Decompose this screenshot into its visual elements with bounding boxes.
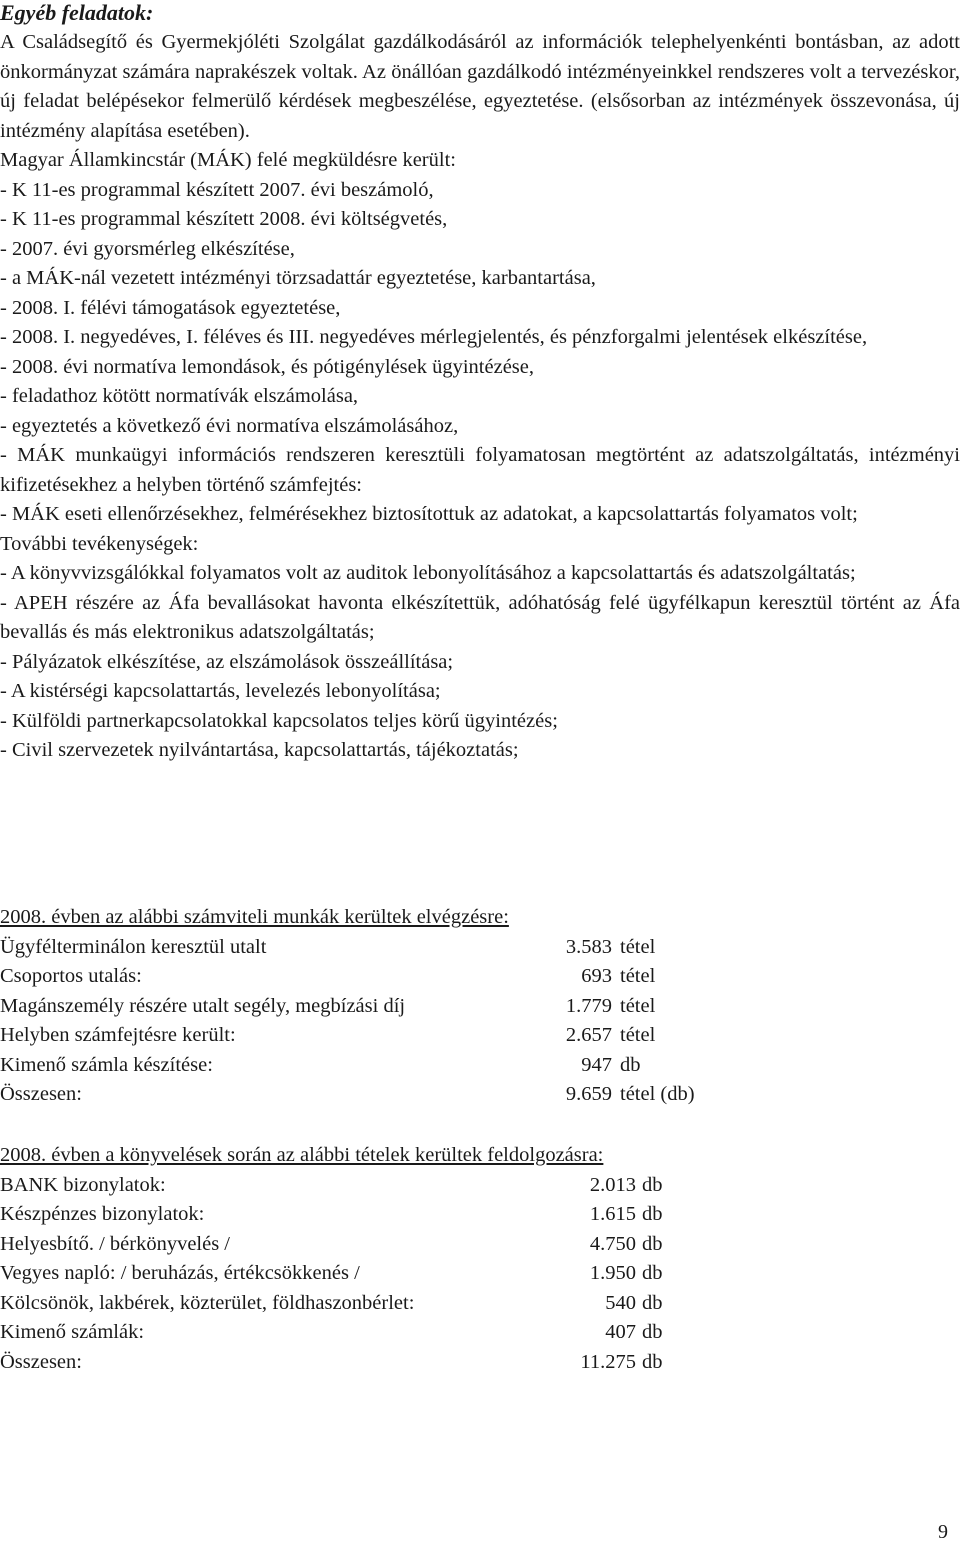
row-unit: tétel (db) [620,1083,695,1105]
table-row [0,933,960,963]
row-label: Magánszemély részére utalt segély, megbízási díj [0,994,406,1017]
row-unit: db [642,1262,663,1284]
row-unit: db [642,1291,663,1314]
table-row-total [0,1080,960,1110]
row-value: 4.750 [589,1232,636,1255]
row-unit: db [620,1053,641,1076]
row-value: 693 [581,965,612,987]
list-item: - 2008. I. félévi támogatások egyeztetése, [0,296,341,319]
row-unit: tétel [620,935,656,958]
row-unit: db [642,1232,663,1255]
row-value: 1.779 [565,994,612,1017]
table-row-total [0,1348,960,1378]
row-label: Összesen: [0,1083,82,1105]
row-value: 11.275 [580,1350,636,1373]
list-item: - egyeztetés a következő évi normatíva elszámolásához, [0,414,459,437]
row-value: 540 [605,1291,636,1314]
page-number: 9 [938,1521,948,1543]
list-item: - Külföldi partnerkapcsolatokkal kapcsolatos teljes körű ügyintézés; [0,709,558,732]
row-label: Helyben számfejtésre került: [0,1024,236,1046]
list-item: - K 11-es programmal készített 2008. évi költségvetés, [0,208,448,230]
list-item: - MÁK eseti ellenőrzésekhez, felmérésekhez biztosítottuk az adatokat, a kapcsolattartás folyamatos volt; [0,503,858,525]
row-label: Összesen: [0,1350,82,1373]
row-unit: db [642,1350,663,1373]
row-label: Helyesbítő. / bérkönyvelés / [0,1232,231,1255]
table-title: 2008. évben az alábbi számviteli munkák kerültek elvégzésre: [0,906,509,928]
list-item: - Pályázatok elkészítése, az elszámolások összeállítása; [0,650,454,673]
row-value: 407 [605,1321,636,1343]
list-item: - MÁK munkaügyi információs rendszeren keresztüli folyamatosan megtörtént az adatszolgáltatás, intézményi kifizetésekhez a helyben történő számfejtés: [0,444,960,496]
paragraph-intro: A Családsegítő és Gyermekjóléti Szolgálat gazdálkodásáról az információk telephelyenkénti bontásban, az adott önkormányzat számára naprakészek voltak. Az önállóan gazdálkodó intézményeinkkel rendszeres volt a tervezéskor, új feladat belépésekor felmerülő kérdések megbeszélése, egyeztetése. (elsősorban az intézmények összevonása, új intézmény alapítása esetében). [0,31,960,142]
list-item: - a MÁK-nál vezetett intézményi törzsadattár egyeztetése, karbantartása, [0,267,596,289]
row-label: Csoportos utalás: [0,965,142,987]
row-label: Készpénzes bizonylatok: [0,1203,205,1225]
row-label: BANK bizonylatok: [0,1173,166,1196]
list-item: - A könyvvizsgálókkal folyamatos volt az auditok lebonyolításához a kapcsolattartás és adatszolgáltatás; [0,562,856,584]
row-label: Vegyes napló: / beruházás, értékcsökkenés / [0,1262,360,1284]
row-label: Kimenő számla készítése: [0,1053,213,1076]
table-row [0,992,960,1022]
row-unit: tétel [620,965,656,987]
table-row [0,1289,960,1319]
row-unit: db [642,1173,663,1196]
row-label: Kimenő számlák: [0,1321,145,1343]
row-value: 2.657 [565,1024,612,1046]
row-value: 9.659 [565,1083,612,1105]
section-heading: Egyéb feladatok: [0,0,154,25]
row-unit: tétel [620,994,656,1017]
row-unit: db [642,1321,663,1343]
row-value: 1.950 [589,1262,636,1284]
table-row [0,1318,960,1348]
paragraph-further-activities: További tevékenységek: [0,532,199,555]
list-item: - 2008. I. negyedéves, I. féléves és III. negyedéves mérlegjelentés, és pénzforgalmi jelentések elkészítése, [0,326,868,348]
row-value: 1.615 [589,1203,636,1225]
table-row [0,1230,960,1260]
paragraph-mak-heading: Magyar Államkincstár (MÁK) felé megküldésre került: [0,149,456,171]
table-row [0,1171,960,1201]
table-row [0,1200,960,1230]
list-item: - A kistérségi kapcsolattartás, levelezés lebonyolítása; [0,680,441,702]
table-title: 2008. évben a könyvelések során az alábbi tételek kerültek feldolgozásra: [0,1144,604,1166]
row-value: 947 [581,1053,612,1076]
row-value: 3.583 [565,935,612,958]
list-item: - K 11-es programmal készített 2007. évi beszámoló, [0,178,434,201]
table-row [0,1259,960,1289]
row-value: 2.013 [589,1173,636,1196]
table-row [0,1021,960,1051]
list-item: - APEH részére az Áfa bevallásokat havonta elkészítettük, adóhatóság felé ügyfélkapun keresztül történt az Áfa bevallás és más elektronikus adatszolgáltatás; [0,591,960,643]
row-label: Kölcsönök, lakbérek, közterület, földhaszonbérlet: [0,1291,415,1314]
row-unit: db [642,1203,663,1225]
body-text [0,28,960,766]
list-item: - 2007. évi gyorsmérleg elkészítése, [0,237,295,260]
list-item: - 2008. évi normatíva lemondások, és pótigénylések ügyintézése, [0,355,535,378]
table-row [0,1051,960,1081]
accounting-tasks-table [0,903,960,1110]
table-row [0,962,960,992]
list-item: - feladathoz kötött normatívák elszámolása, [0,385,359,407]
row-label: Ügyfélterminálon keresztül utalt [0,935,267,958]
bookkeeping-items-table [0,1141,960,1377]
row-unit: tétel [620,1024,656,1046]
list-item: - Civil szervezetek nyilvántartása, kapcsolattartás, tájékoztatás; [0,739,519,761]
